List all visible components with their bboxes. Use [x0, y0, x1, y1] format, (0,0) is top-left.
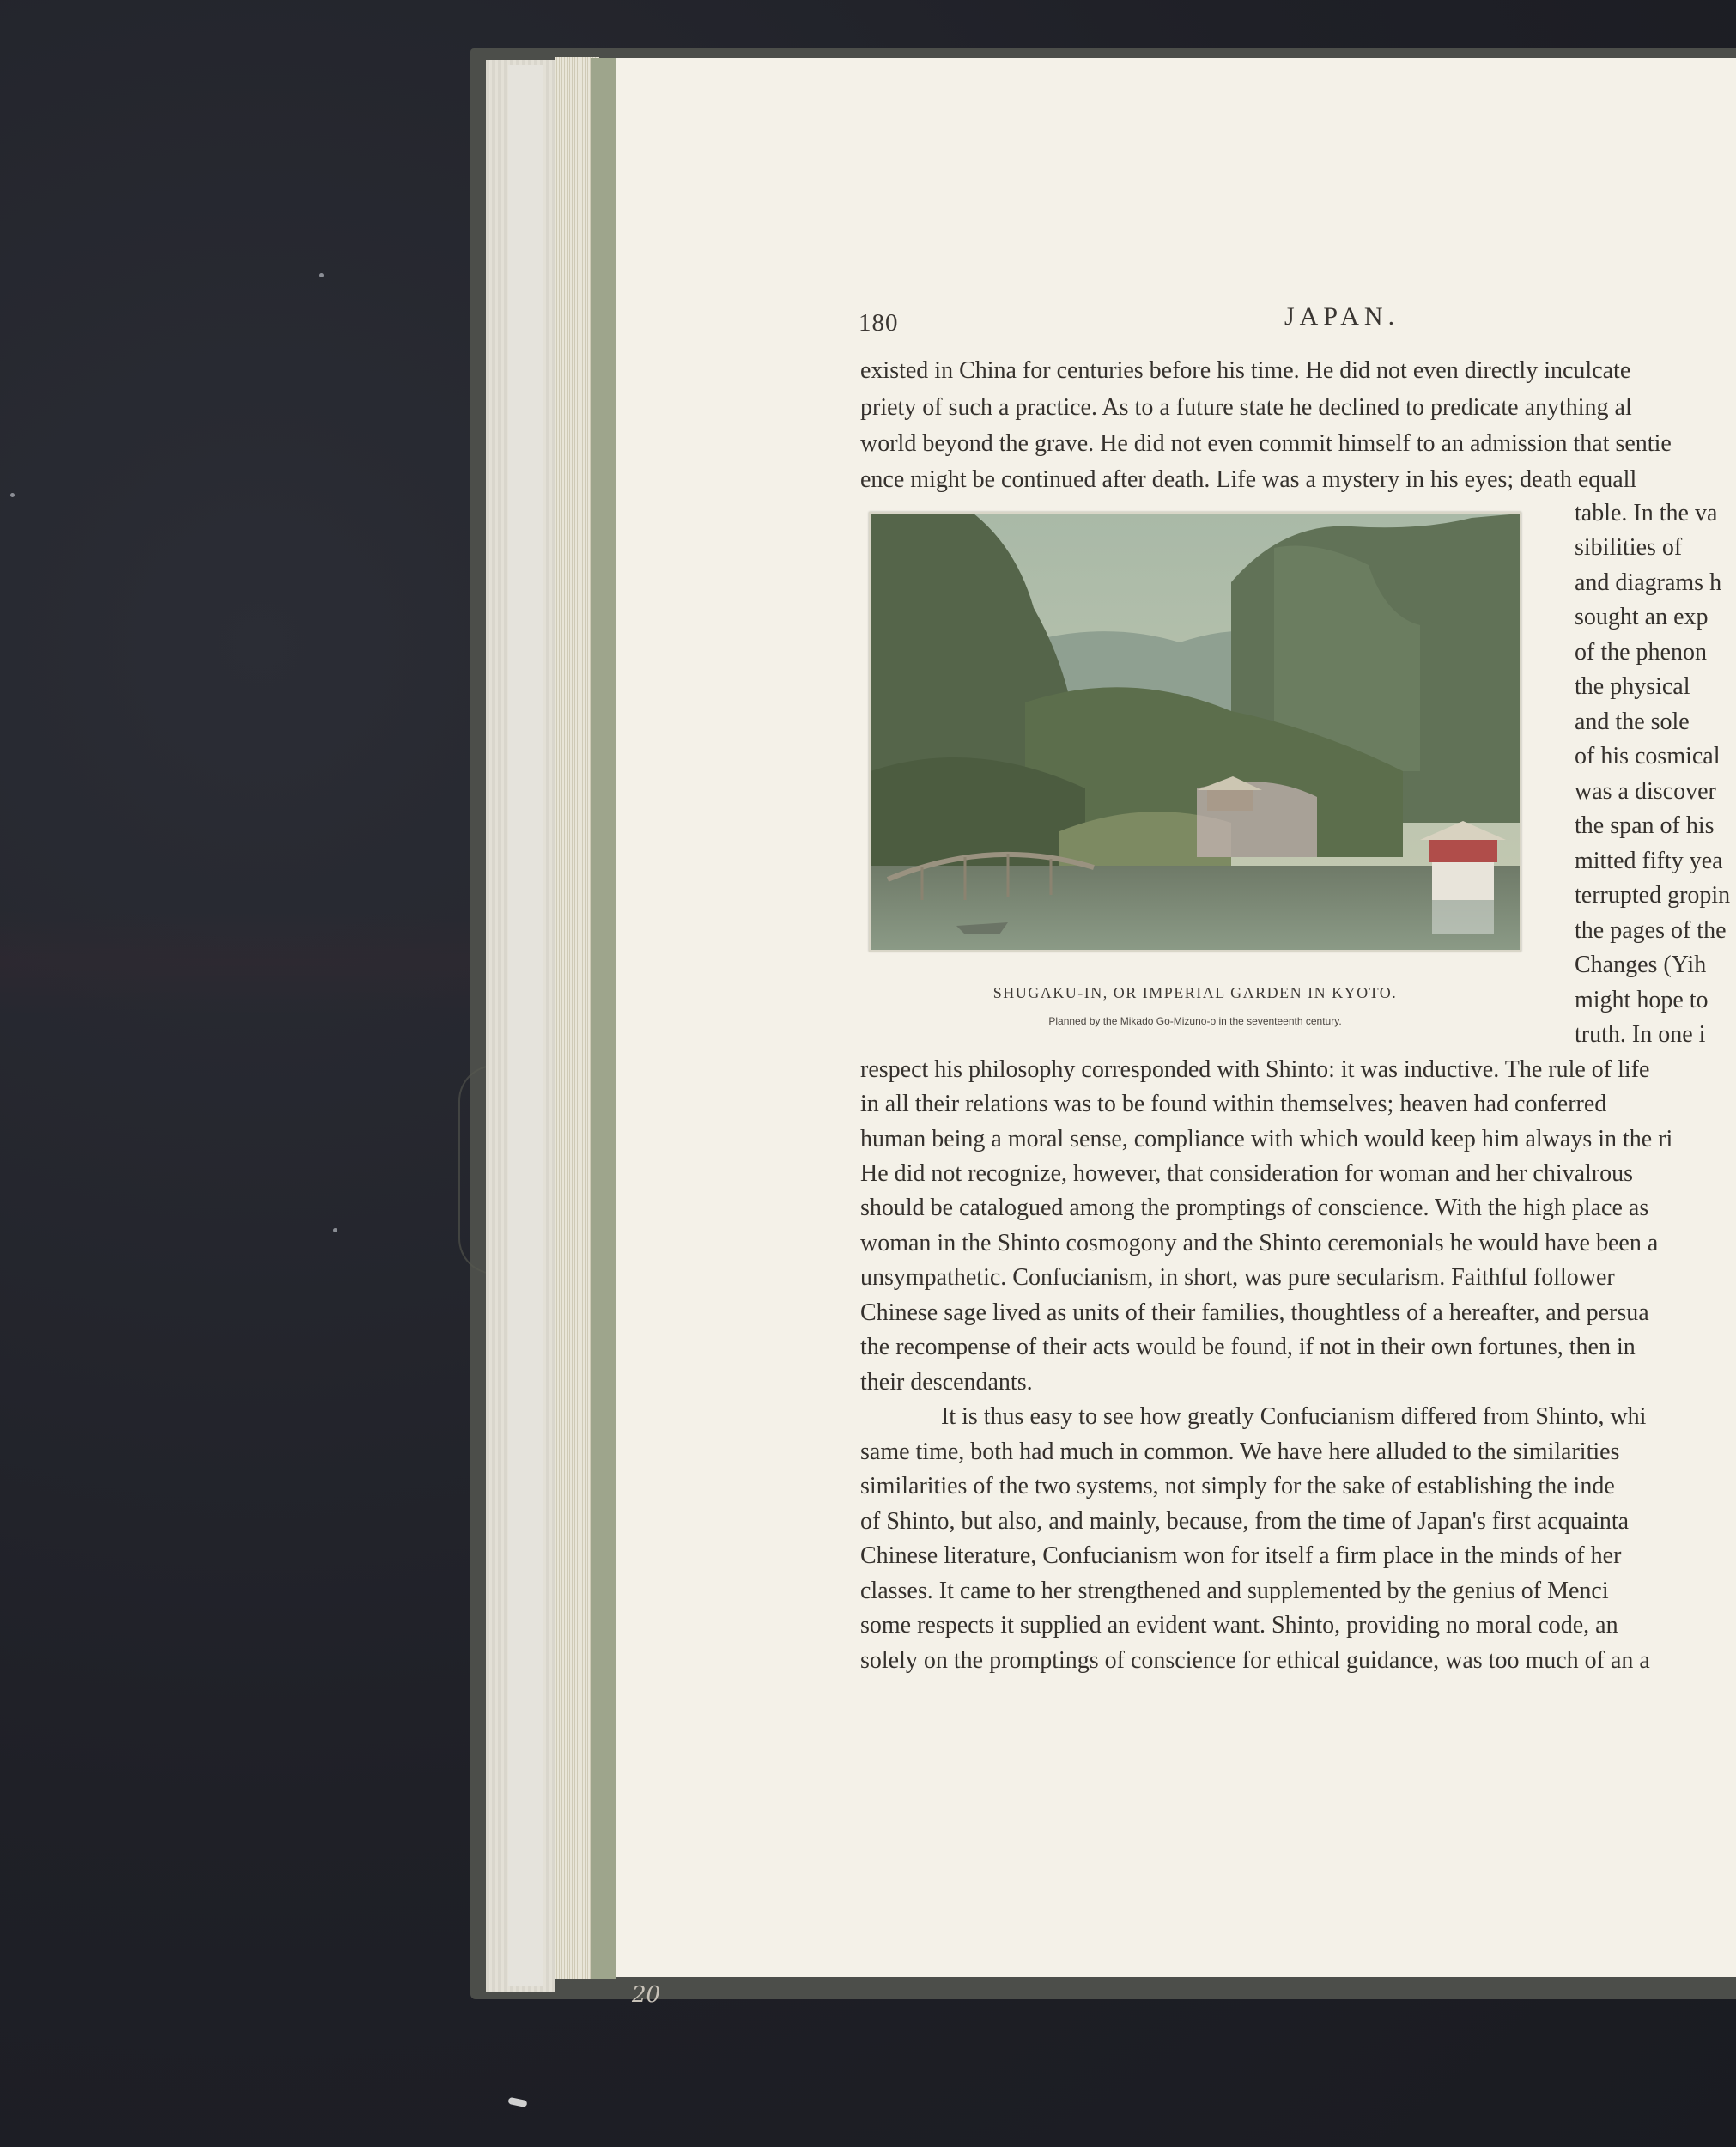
body-line: classes. It came to her strengthened and supplemented by the genius of Menci: [860, 1578, 1609, 1604]
body-line: the pages of the: [1575, 917, 1727, 944]
body-line: their descendants.: [860, 1369, 1033, 1396]
plate-caption: SHUGAKU-IN, OR IMPERIAL GARDEN IN KYOTO.: [992, 984, 1398, 1001]
body-line: the span of his: [1575, 812, 1715, 839]
body-line: should be catalogued among the promptings of conscience. With the high place as: [860, 1195, 1649, 1221]
body-line: in all their relations was to be found within themselves; heaven had conferred: [860, 1091, 1607, 1117]
body-line: the physical: [1575, 673, 1690, 700]
body-line: of the phenon: [1575, 639, 1707, 666]
body-line: truth. In one i: [1575, 1021, 1706, 1048]
body-line: He did not recognize, however, that consideration for woman and her chivalrous: [860, 1160, 1634, 1187]
body-line: might hope to: [1575, 987, 1709, 1013]
page-number: 180: [859, 309, 899, 337]
dust-speck: [319, 273, 324, 277]
body-line: the recompense of their acts would be found, if not in their own fortunes, then in: [860, 1334, 1636, 1360]
body-line: woman in the Shinto cosmogony and the Shinto ceremonials he would have been a: [860, 1230, 1659, 1256]
body-line: world beyond the grave. He did not even commit himself to an admission that sentie: [860, 430, 1672, 457]
body-line: respect his philosophy corresponded with Shinto: it was inductive. The rule of life: [860, 1056, 1650, 1083]
body-line: some respects it supplied an evident want. Shinto, providing no moral code, an: [860, 1612, 1618, 1639]
background-shade: [0, 910, 481, 1013]
garden-photograph: [871, 514, 1520, 950]
body-line: of his cosmical: [1575, 743, 1721, 769]
body-line: priety of such a practice. As to a future state he declined to predicate anything al: [860, 394, 1632, 421]
page-edge: [508, 65, 543, 1986]
body-line: solely on the promptings of conscience for ethical guidance, was too much of an a: [860, 1647, 1650, 1674]
body-line: sibilities of: [1575, 534, 1683, 561]
body-line: It is thus easy to see how greatly Confucianism differed from Shinto, whi: [941, 1403, 1647, 1430]
body-line: mitted fifty yea: [1575, 848, 1723, 874]
binding-tape: [591, 58, 616, 1979]
pencil-annotation: 20: [632, 1982, 661, 2008]
body-line: ence might be continued after death. Life was a mystery in his eyes; death equall: [860, 466, 1637, 493]
plate-subcaption: Planned by the Mikado Go-Mizuno-o in the seventeenth century.: [1048, 1015, 1342, 1027]
body-line: Chinese literature, Confucianism won for itself a firm place in the minds of her: [860, 1542, 1622, 1569]
body-line: and diagrams h: [1575, 569, 1722, 596]
body-line: sought an exp: [1575, 604, 1709, 630]
body-line: similarities of the two systems, not simply for the sake of establishing the inde: [860, 1473, 1615, 1499]
body-line: Changes (Yih: [1575, 952, 1707, 978]
running-head: JAPAN.: [1284, 302, 1400, 331]
body-line: unsympathetic. Confucianism, in short, was pure secularism. Faithful follower: [860, 1264, 1615, 1291]
body-line: of Shinto, but also, and mainly, because, from the time of Japan's first acquainta: [860, 1508, 1630, 1535]
body-line: terrupted gropin: [1575, 882, 1731, 909]
body-line: Chinese sage lived as units of their families, thoughtless of a hereafter, and persua: [860, 1299, 1649, 1326]
body-line: same time, both had much in common. We have here alluded to the similarities: [860, 1438, 1620, 1465]
dust-speck: [333, 1228, 337, 1232]
body-line: and the sole: [1575, 709, 1690, 735]
body-line: existed in China for centuries before his time. He did not even directly inculcate: [860, 357, 1631, 384]
dust-speck: [10, 493, 15, 497]
body-line: human being a moral sense, compliance with which would keep him always in the ri: [860, 1126, 1673, 1153]
body-line: was a discover: [1575, 778, 1716, 805]
body-line: table. In the va: [1575, 500, 1718, 526]
